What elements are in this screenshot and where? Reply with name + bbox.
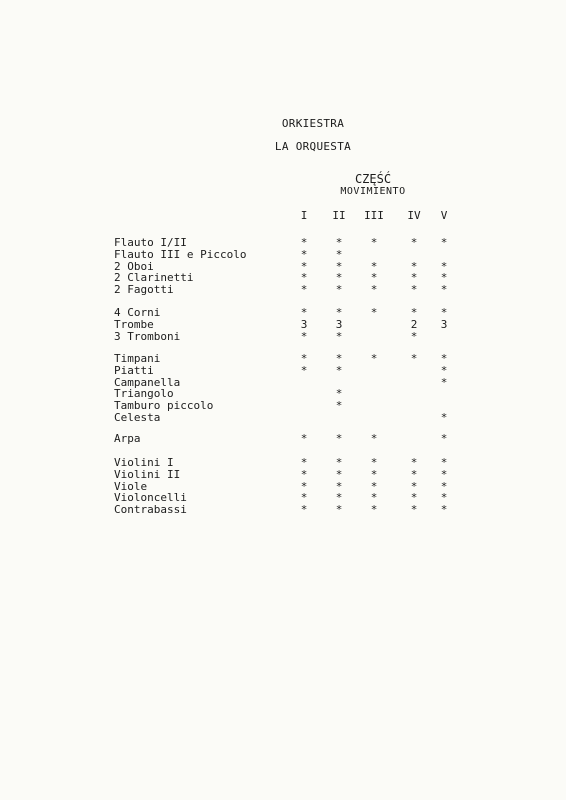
movement-mark: 3 [440, 317, 448, 331]
movement-mark: * [410, 283, 418, 297]
movement-mark: * [300, 259, 308, 273]
movement-mark: * [440, 363, 448, 377]
movement-mark: * [300, 236, 308, 249]
movement-mark: * [335, 399, 343, 413]
instrument-name: Violini I [114, 456, 174, 469]
movement-mark: * [335, 387, 343, 401]
page-title: ORKIESTRA [281, 117, 345, 130]
movement-mark: * [335, 456, 343, 469]
movement-mark: * [300, 491, 308, 505]
instrument-name: Violoncelli [114, 491, 187, 505]
movement-mark: * [300, 479, 308, 493]
movement-mark: * [335, 271, 343, 285]
movement-mark: * [335, 503, 343, 517]
movement-mark: 3 [335, 317, 343, 331]
movement-mark: * [300, 306, 308, 319]
movement-mark: * [410, 456, 418, 469]
movement-mark: * [300, 283, 308, 297]
page-subtitle: LA ORQUESTA [274, 140, 352, 153]
movement-mark: * [410, 491, 418, 505]
movement-mark: * [370, 479, 378, 493]
movement-mark: * [440, 467, 448, 481]
movement-mark: * [370, 432, 378, 445]
movement-mark: * [300, 503, 308, 517]
movement-mark: * [370, 271, 378, 285]
movement-mark: * [300, 456, 308, 469]
movement-mark: * [370, 259, 378, 273]
instrument-name: 4 Corni [114, 306, 161, 319]
instrument-name: 2 Oboi [114, 259, 154, 273]
movement-mark: 3 [300, 317, 308, 331]
movement-mark: * [440, 352, 448, 365]
movement-mark: * [410, 236, 418, 249]
instrument-name: Piatti [114, 363, 154, 377]
movement-mark: * [410, 329, 418, 343]
movement-mark: * [335, 352, 343, 365]
movement-mark: * [440, 503, 448, 517]
movement-mark: * [370, 283, 378, 297]
instrument-name: Triangolo [114, 387, 174, 401]
movement-mark: * [370, 491, 378, 505]
movement-mark: * [300, 352, 308, 365]
movement-mark: * [335, 432, 343, 445]
column-header-4: IV [407, 209, 421, 222]
movement-mark: * [335, 479, 343, 493]
movement-mark: * [410, 306, 418, 319]
movement-mark: * [440, 491, 448, 505]
column-header-1: I [300, 209, 308, 222]
movement-mark: * [440, 259, 448, 273]
movement-mark: * [370, 503, 378, 517]
instrument-name: Violini II [114, 467, 181, 481]
instrument-name: Contrabassi [114, 503, 187, 517]
header-movement: MOVIMIENTO [340, 186, 406, 197]
movement-mark: * [370, 456, 378, 469]
instrument-name: Tamburo piccolo [114, 399, 214, 413]
instrument-name: Celesta [114, 411, 161, 424]
movement-mark: 2 [410, 317, 418, 331]
instrument-name: Trombe [114, 317, 154, 331]
movement-mark: * [440, 375, 448, 389]
movement-mark: * [410, 467, 418, 481]
movement-mark: * [440, 456, 448, 469]
movement-mark: * [300, 467, 308, 481]
instrument-name: Campanella [114, 375, 181, 389]
movement-mark: * [370, 467, 378, 481]
movement-mark: * [410, 503, 418, 517]
movement-mark: * [440, 432, 448, 445]
movement-mark: * [440, 411, 448, 424]
movement-mark: * [335, 259, 343, 273]
movement-mark: * [440, 306, 448, 319]
movement-mark: * [370, 306, 378, 319]
instrument-name: Timpani [114, 352, 161, 365]
movement-mark: * [410, 271, 418, 285]
instrument-name: Viole [114, 479, 148, 493]
column-header-5: V [440, 209, 448, 222]
movement-mark: * [335, 467, 343, 481]
instrument-name: Flauto III e Piccolo [114, 247, 247, 261]
movement-mark: * [370, 236, 378, 249]
movement-mark: * [300, 432, 308, 445]
movement-mark: * [410, 259, 418, 273]
movement-mark: * [335, 236, 343, 249]
movement-mark: * [335, 247, 343, 261]
instrument-name: 2 Fagotti [114, 283, 174, 297]
movement-mark: * [410, 352, 418, 365]
movement-mark: * [300, 271, 308, 285]
movement-mark: * [335, 306, 343, 319]
instrument-name: Flauto I/II [114, 236, 187, 249]
movement-mark: * [440, 236, 448, 249]
movement-mark: * [440, 271, 448, 285]
instrument-name: 3 Tromboni [114, 329, 181, 343]
movement-mark: * [300, 329, 308, 343]
movement-mark: * [370, 352, 378, 365]
movement-mark: * [335, 363, 343, 377]
movement-mark: * [440, 479, 448, 493]
column-header-3: III [364, 209, 384, 222]
header-part: CZĘŚĆ [354, 172, 392, 186]
movement-mark: * [335, 491, 343, 505]
movement-mark: * [410, 479, 418, 493]
movement-mark: * [300, 363, 308, 377]
instrument-name: Arpa [114, 432, 141, 445]
column-header-2: II [332, 209, 346, 222]
movement-mark: * [300, 247, 308, 261]
movement-mark: * [335, 283, 343, 297]
movement-mark: * [440, 283, 448, 297]
movement-mark: * [335, 329, 343, 343]
instrument-name: 2 Clarinetti [114, 271, 194, 285]
